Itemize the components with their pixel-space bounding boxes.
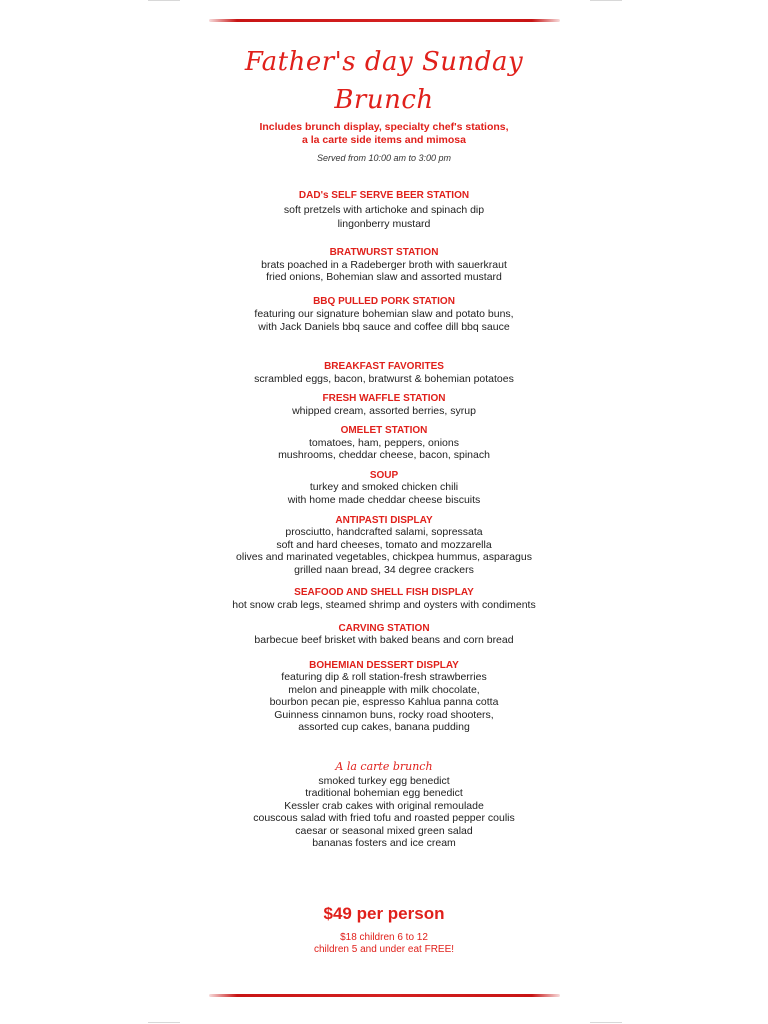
menu-item: brats poached in a Radeberger broth with sauerkraut — [261, 259, 507, 271]
menu-item: bourbon pecan pie, espresso Kahlua panna cotta — [269, 696, 499, 708]
section-heading: FRESH WAFFLE STATION — [322, 393, 446, 404]
menu-item: Guinness cinnamon buns, rocky road shooters, — [274, 709, 494, 721]
alacarte-item: couscous salad with fried tofu and roasted pepper coulis — [253, 812, 515, 824]
menu-item: soft and hard cheeses, tomato and mozzarella — [276, 539, 492, 551]
title-line-2: Brunch — [334, 85, 434, 115]
menu-item: featuring our signature bohemian slaw and potato buns, — [254, 308, 514, 320]
section-heading: CARVING STATION — [338, 623, 430, 634]
menu-item: tomatoes, ham, peppers, onions — [308, 437, 459, 449]
menu-item: melon and pineapple with milk chocolate, — [288, 684, 480, 696]
section-heading: BRATWURST STATION — [329, 247, 439, 258]
corner-tick-bottom-right — [590, 1022, 622, 1023]
subtitle-line-2: a la carte side items and mimosa — [302, 134, 466, 146]
top-red-border — [209, 19, 560, 22]
menu-item: turkey and smoked chicken chili — [309, 481, 459, 493]
section-heading: BREAKFAST FAVORITES — [324, 361, 444, 372]
corner-tick-top-right — [590, 0, 622, 1]
menu-item: hot snow crab legs, steamed shrimp and oysters with condiments — [232, 599, 536, 611]
menu-item: fried onions, Bohemian slaw and assorted mustard — [266, 271, 502, 283]
menu-item: mushrooms, cheddar cheese, bacon, spinach — [278, 449, 490, 461]
alacarte-heading: A la carte brunch — [335, 760, 433, 773]
section-heading: BOHEMIAN DESSERT DISPLAY — [309, 660, 459, 671]
menu-item: olives and marinated vegetables, chickpea hummus, asparagus — [236, 551, 532, 563]
corner-tick-bottom-left — [148, 1022, 180, 1023]
menu-item: assorted cup cakes, banana pudding — [298, 721, 470, 733]
menu-item: soft pretzels with artichoke and spinach dip — [283, 204, 485, 216]
alacarte-item: traditional bohemian egg benedict — [305, 787, 463, 799]
alacarte-item: caesar or seasonal mixed green salad — [295, 825, 473, 837]
section-heading: OMELET STATION — [340, 425, 428, 436]
section-heading: ANTIPASTI DISPLAY — [335, 515, 433, 526]
alacarte-item: bananas fosters and ice cream — [312, 837, 456, 849]
title-line-1: Father's day Sunday — [244, 47, 524, 77]
children-price: $18 children 6 to 12 — [340, 932, 428, 943]
menu-item: whipped cream, assorted berries, syrup — [292, 405, 476, 417]
section-heading: DAD's SELF SERVE BEER STATION — [298, 190, 470, 201]
served-hours: Served from 10:00 am to 3:00 pm — [316, 153, 452, 163]
menu-item: barbecue beef brisket with baked beans and corn bread — [254, 634, 514, 646]
section-heading: BBQ PULLED PORK STATION — [313, 296, 455, 307]
menu-item: lingonberry mustard — [337, 218, 431, 230]
menu-item: grilled naan bread, 34 degree crackers — [294, 564, 474, 576]
subtitle-line-1: Includes brunch display, specialty chef's stations, — [259, 121, 509, 133]
menu-item: with Jack Daniels bbq sauce and coffee dill bbq sauce — [258, 321, 510, 333]
bottom-red-border — [209, 994, 560, 997]
menu-item: featuring dip & roll station-fresh strawberries — [281, 671, 487, 683]
corner-tick-top-left — [148, 0, 180, 1]
section-heading: SEAFOOD AND SHELL FISH DISPLAY — [294, 587, 474, 598]
alacarte-item: Kessler crab cakes with original remoulade — [284, 800, 484, 812]
menu-item: scrambled eggs, bacon, bratwurst & bohemian potatoes — [254, 373, 514, 385]
alacarte-item: smoked turkey egg benedict — [318, 775, 450, 787]
price: $49 per person — [323, 904, 445, 923]
children-free-note: children 5 and under eat FREE! — [313, 944, 455, 955]
section-heading: SOUP — [369, 470, 399, 481]
menu-item: prosciutto, handcrafted salami, sopressata — [285, 526, 483, 538]
menu-item: with home made cheddar cheese biscuits — [287, 494, 481, 506]
